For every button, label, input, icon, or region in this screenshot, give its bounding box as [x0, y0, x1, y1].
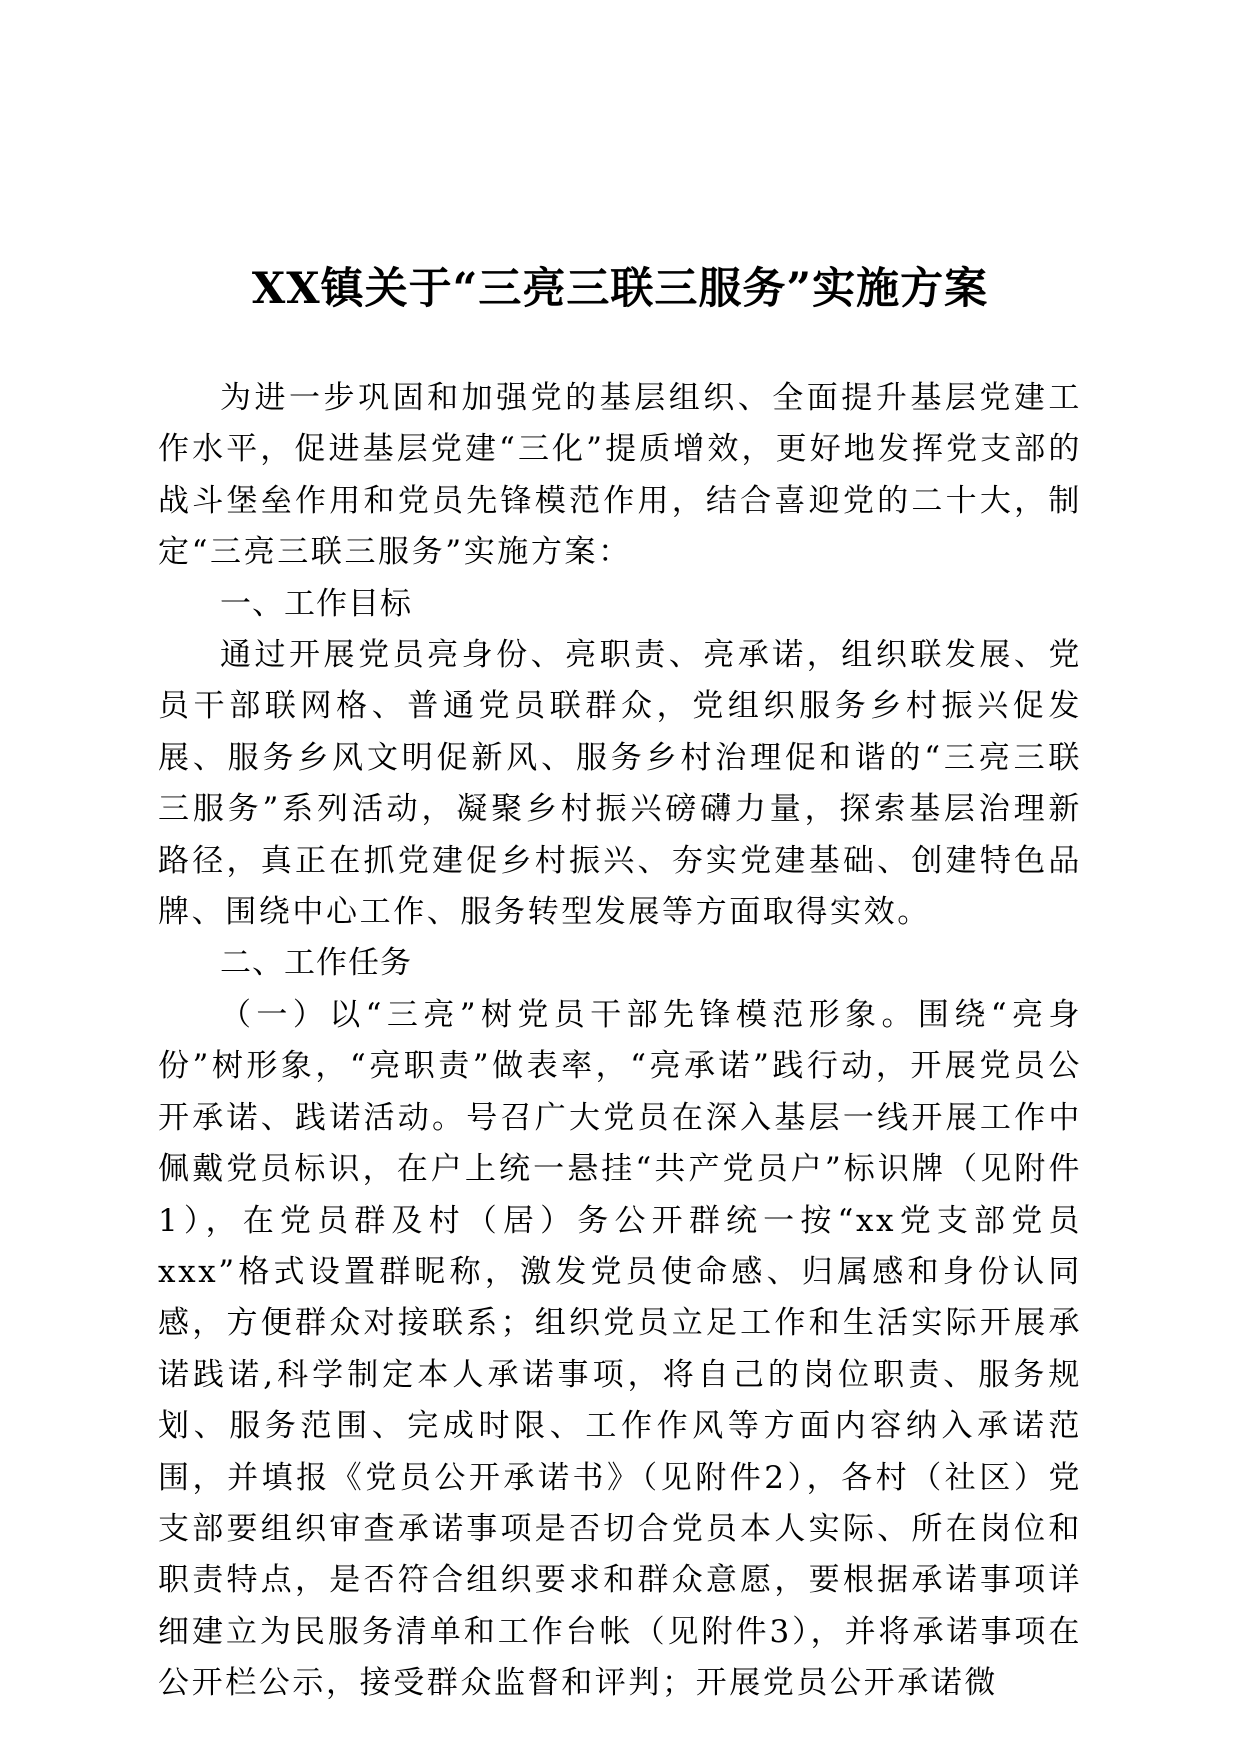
goals-paragraph: 通过开展党员亮身份、亮职责、亮承诺，组织联发展、党员干部联网格、普通党员联群众，党组织服务乡村振兴促发展、服务乡风文明促新风、服务乡村治理促和谐的“三亮三联三服务”系列活动，凝聚乡村振兴磅礴力量，探索基层治理新路径，真正在抓党建促乡村振兴、夯实党建基础、创建特色品牌、围绕中心工作、服务转型发展等方面取得实效。	[158, 637, 1082, 931]
tasks-paragraph: （一）以“三亮”树党员干部先锋模范形象。围绕“亮身份”树形象，“亮职责”做表率，“亮承诺”践行动，开展党员公开承诺、践诺活动。号召广大党员在深入基层一线开展工作中佩戴党员标识，在户上统一悬挂“共产党员户”标识牌（见附件1），在党员群及村（居）务公开群统一按“xx党支部党员xxx”格式设置群昵称，激发党员使命感、归属感和身份认同感，方便群众对接联系；组织党员立足工作和生活实际开展承诺践诺,科学制定本人承诺事项，将自己的岗位职责、服务规划、服务范围、完成时限、工作作风等方面内容纳入承诺范围，并填报《党员公开承诺书》（见附件2），各村（社区）党支部要组织审查承诺事项是否切合党员本人实际、所在岗位和职责特点，是否符合组织要求和群众意愿，要根据承诺事项详细建立为民服务清单和工作台帐（见附件3），并将承诺事项在公开栏公示，接受群众监督和评判；开展党员公开承诺微	[158, 996, 1083, 1702]
document-title: XX镇关于“三亮三联三服务”实施方案	[251, 263, 989, 314]
document-body	[158, 373, 1082, 1710]
section-heading-goals: 一、工作目标	[220, 585, 412, 622]
section-heading-tasks: 二、工作任务	[220, 945, 412, 982]
intro-paragraph: 为进一步巩固和加强党的基层组织、全面提升基层党建工作水平，促进基层党建“三化”提质增效，更好地发挥党支部的战斗堡垒作用和党员先锋模范作用，结合喜迎党的二十大，制定“三亮三联三服务”实施方案：	[158, 380, 1082, 571]
